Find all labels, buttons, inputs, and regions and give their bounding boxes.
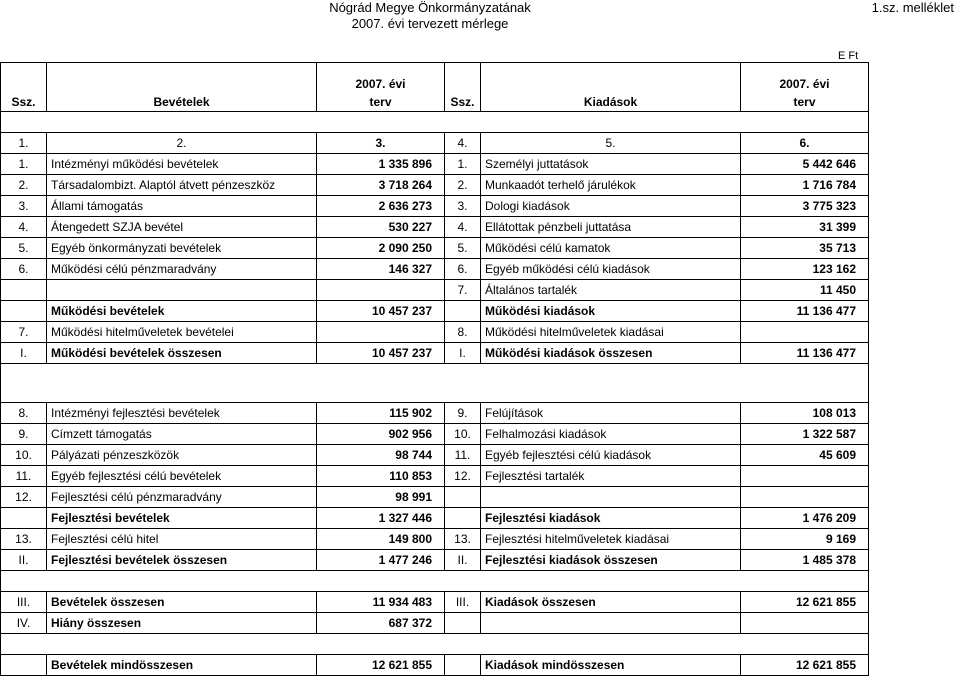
income-label: Fejlesztési bevételek xyxy=(47,508,317,529)
balance-table xyxy=(0,62,869,676)
col-header-plan2-line2: terv xyxy=(793,95,816,109)
operating-row xyxy=(1,259,869,280)
income-value: 11 934 483 xyxy=(317,592,445,613)
spacer-cell xyxy=(741,364,869,403)
col-header-income: Bevételek xyxy=(47,63,317,112)
colnum: 2. xyxy=(47,133,317,154)
expense-value: 12 621 855 xyxy=(741,592,869,613)
row-number: 2. xyxy=(445,175,481,196)
expense-label: Egyéb működési célú kiadások xyxy=(481,259,741,280)
annex-label: 1.sz. melléklet xyxy=(871,0,954,15)
spacer-cell xyxy=(741,634,869,655)
expense-value: 5 442 646 xyxy=(741,154,869,175)
spacer-row xyxy=(1,112,869,133)
operating-row xyxy=(1,196,869,217)
income-label: Intézményi működési bevételek xyxy=(47,154,317,175)
spacer-cell xyxy=(1,634,47,655)
expense-label: Működési hitelműveletek kiadásai xyxy=(481,322,741,343)
income-label: Átengedett SZJA bevétel xyxy=(47,217,317,238)
expense-value: 1 485 378 xyxy=(741,550,869,571)
income-value: 902 956 xyxy=(317,424,445,445)
spacer-row xyxy=(1,364,869,403)
income-value: 146 327 xyxy=(317,259,445,280)
expense-value: 31 399 xyxy=(741,217,869,238)
row-number xyxy=(1,655,47,676)
table-header-row xyxy=(1,63,869,112)
expense-label xyxy=(481,613,741,634)
expense-label: Fejlesztési hitelműveletek kiadásai xyxy=(481,529,741,550)
spacer-cell xyxy=(481,634,741,655)
spacer-cell xyxy=(47,364,317,403)
row-number: 4. xyxy=(1,217,47,238)
income-value: 110 853 xyxy=(317,466,445,487)
income-value: 2 636 273 xyxy=(317,196,445,217)
expense-value: 45 609 xyxy=(741,445,869,466)
expense-label: Fejlesztési kiadások összesen xyxy=(481,550,741,571)
expense-label: Egyéb fejlesztési célú kiadások xyxy=(481,445,741,466)
income-label: Bevételek mindösszesen xyxy=(47,655,317,676)
expense-label: Fejlesztési kiadások xyxy=(481,508,741,529)
report-title-line1: Nógrád Megye Önkormányzatának xyxy=(329,0,531,15)
operating-row xyxy=(1,154,869,175)
income-value: 12 621 855 xyxy=(317,655,445,676)
row-number: 5. xyxy=(445,238,481,259)
spacer-cell xyxy=(445,634,481,655)
income-label: Címzett támogatás xyxy=(47,424,317,445)
row-number xyxy=(1,301,47,322)
income-label: Társadalombizt. Alaptól átvett pénzeszköz xyxy=(47,175,317,196)
row-number xyxy=(445,301,481,322)
row-number: 12. xyxy=(1,487,47,508)
column-number-row xyxy=(1,133,869,154)
col-header-ssz: Ssz. xyxy=(1,63,47,112)
spacer-cell xyxy=(445,571,481,592)
income-value: 1 335 896 xyxy=(317,154,445,175)
income-value xyxy=(317,280,445,301)
spacer-cell xyxy=(445,364,481,403)
row-number xyxy=(445,655,481,676)
income-label: Működési célú pénzmaradvány xyxy=(47,259,317,280)
income-value: 687 372 xyxy=(317,613,445,634)
col-header-ssz2: Ssz. xyxy=(445,63,481,112)
expense-value xyxy=(741,613,869,634)
report-title-line2: 2007. évi tervezett mérlege xyxy=(351,16,509,31)
expense-label: Felújítások xyxy=(481,403,741,424)
row-number: 11. xyxy=(445,445,481,466)
expense-value: 9 169 xyxy=(741,529,869,550)
row-number: 9. xyxy=(1,424,47,445)
colnum: 3. xyxy=(317,133,445,154)
expense-value: 108 013 xyxy=(741,403,869,424)
row-number: 10. xyxy=(445,424,481,445)
expense-value xyxy=(741,466,869,487)
operating-finance-row xyxy=(1,322,869,343)
row-number: 9. xyxy=(445,403,481,424)
expense-value: 11 450 xyxy=(741,280,869,301)
income-label: Működési bevételek összesen xyxy=(47,343,317,364)
income-label: Bevételek összesen xyxy=(47,592,317,613)
row-number: 1. xyxy=(445,154,481,175)
spacer-cell xyxy=(1,571,47,592)
spacer-cell xyxy=(317,364,445,403)
expense-value xyxy=(741,487,869,508)
development-row xyxy=(1,424,869,445)
expense-value: 12 621 855 xyxy=(741,655,869,676)
row-number: III. xyxy=(1,592,47,613)
expense-value: 1 322 587 xyxy=(741,424,869,445)
expense-label xyxy=(481,487,741,508)
operating-row xyxy=(1,175,869,196)
row-number xyxy=(445,613,481,634)
row-number: IV. xyxy=(1,613,47,634)
spacer-cell xyxy=(481,364,741,403)
row-number: 5. xyxy=(1,238,47,259)
row-number: II. xyxy=(1,550,47,571)
expense-value: 123 162 xyxy=(741,259,869,280)
expense-label: Kiadások mindösszesen xyxy=(481,655,741,676)
row-number: 13. xyxy=(445,529,481,550)
expense-value: 11 136 477 xyxy=(741,301,869,322)
col-header-plan-line1: 2007. évi xyxy=(355,77,406,91)
spacer-cell xyxy=(317,571,445,592)
income-label: Fejlesztési célú pénzmaradvány xyxy=(47,487,317,508)
expense-label: Felhalmozási kiadások xyxy=(481,424,741,445)
development-loan-row xyxy=(1,529,869,550)
row-number: 6. xyxy=(1,259,47,280)
row-number: II. xyxy=(445,550,481,571)
income-value: 98 991 xyxy=(317,487,445,508)
income-value: 1 477 246 xyxy=(317,550,445,571)
row-number xyxy=(1,280,47,301)
income-value: 2 090 250 xyxy=(317,238,445,259)
income-value: 1 327 446 xyxy=(317,508,445,529)
income-label: Állami támogatás xyxy=(47,196,317,217)
income-label: Fejlesztési bevételek összesen xyxy=(47,550,317,571)
operating-row xyxy=(1,238,869,259)
development-row xyxy=(1,445,869,466)
grand-total-row xyxy=(1,655,869,676)
grand-subtotal-row xyxy=(1,592,869,613)
spacer-row xyxy=(1,571,869,592)
income-label: Pályázati pénzeszközök xyxy=(47,445,317,466)
income-value: 3 718 264 xyxy=(317,175,445,196)
row-number: 3. xyxy=(445,196,481,217)
deficit-row xyxy=(1,613,869,634)
col-header-expense: Kiadások xyxy=(481,63,741,112)
colnum: 4. xyxy=(445,133,481,154)
col-header-plan xyxy=(317,63,445,112)
col-header-plan2 xyxy=(741,63,869,112)
operating-total-row xyxy=(1,343,869,364)
expense-value: 3 775 323 xyxy=(741,196,869,217)
spacer-row xyxy=(1,634,869,655)
row-number: 7. xyxy=(1,322,47,343)
expense-label: Munkaadót terhelő járulékok xyxy=(481,175,741,196)
row-number: 10. xyxy=(1,445,47,466)
operating-row xyxy=(1,217,869,238)
income-value: 10 457 237 xyxy=(317,343,445,364)
operating-row xyxy=(1,280,869,301)
row-number: 11. xyxy=(1,466,47,487)
row-number: 3. xyxy=(1,196,47,217)
expense-label: Működési célú kamatok xyxy=(481,238,741,259)
income-label: Intézményi fejlesztési bevételek xyxy=(47,403,317,424)
development-row xyxy=(1,466,869,487)
expense-value: 1 716 784 xyxy=(741,175,869,196)
row-number xyxy=(1,508,47,529)
row-number: 1. xyxy=(1,154,47,175)
row-number: 6. xyxy=(445,259,481,280)
row-number xyxy=(445,487,481,508)
spacer-cell xyxy=(741,571,869,592)
income-value: 530 227 xyxy=(317,217,445,238)
spacer-cell xyxy=(1,364,47,403)
expense-value: 35 713 xyxy=(741,238,869,259)
income-value: 115 902 xyxy=(317,403,445,424)
unit-label: E Ft xyxy=(838,50,859,62)
development-row xyxy=(1,487,869,508)
row-number: 8. xyxy=(1,403,47,424)
expense-value: 1 476 209 xyxy=(741,508,869,529)
income-label: Egyéb önkormányzati bevételek xyxy=(47,238,317,259)
expense-label: Ellátottak pénzbeli juttatása xyxy=(481,217,741,238)
row-number: 2. xyxy=(1,175,47,196)
expense-label: Személyi juttatások xyxy=(481,154,741,175)
expense-label: Általános tartalék xyxy=(481,280,741,301)
row-number: 4. xyxy=(445,217,481,238)
row-number: 8. xyxy=(445,322,481,343)
row-number: I. xyxy=(445,343,481,364)
expense-label: Kiadások összesen xyxy=(481,592,741,613)
row-number: 12. xyxy=(445,466,481,487)
colnum: 6. xyxy=(741,133,869,154)
spacer-cell xyxy=(481,571,741,592)
colnum: 5. xyxy=(481,133,741,154)
spacer-cell xyxy=(47,634,317,655)
expense-label: Fejlesztési tartalék xyxy=(481,466,741,487)
income-label: Fejlesztési célú hitel xyxy=(47,529,317,550)
income-value: 10 457 237 xyxy=(317,301,445,322)
spacer-cell xyxy=(47,571,317,592)
row-number: I. xyxy=(1,343,47,364)
colnum: 1. xyxy=(1,133,47,154)
spacer-cell xyxy=(317,634,445,655)
development-total-row xyxy=(1,550,869,571)
col-header-plan-line2: terv xyxy=(369,95,392,109)
income-label: Működési bevételek xyxy=(47,301,317,322)
development-row xyxy=(1,403,869,424)
income-label: Hiány összesen xyxy=(47,613,317,634)
expense-value xyxy=(741,322,869,343)
income-value: 149 800 xyxy=(317,529,445,550)
expense-label: Dologi kiadások xyxy=(481,196,741,217)
row-number: 13. xyxy=(1,529,47,550)
row-number xyxy=(445,508,481,529)
expense-value: 11 136 477 xyxy=(741,343,869,364)
income-label xyxy=(47,280,317,301)
expense-label: Működési kiadások összesen xyxy=(481,343,741,364)
development-subtotal-row xyxy=(1,508,869,529)
income-value xyxy=(317,322,445,343)
income-value: 98 744 xyxy=(317,445,445,466)
operating-subtotal-row xyxy=(1,301,869,322)
income-label: Működési hitelműveletek bevételei xyxy=(47,322,317,343)
row-number: 7. xyxy=(445,280,481,301)
col-header-plan2-line1: 2007. évi xyxy=(779,77,830,91)
row-number: III. xyxy=(445,592,481,613)
expense-label: Működési kiadások xyxy=(481,301,741,322)
income-label: Egyéb fejlesztési célú bevételek xyxy=(47,466,317,487)
